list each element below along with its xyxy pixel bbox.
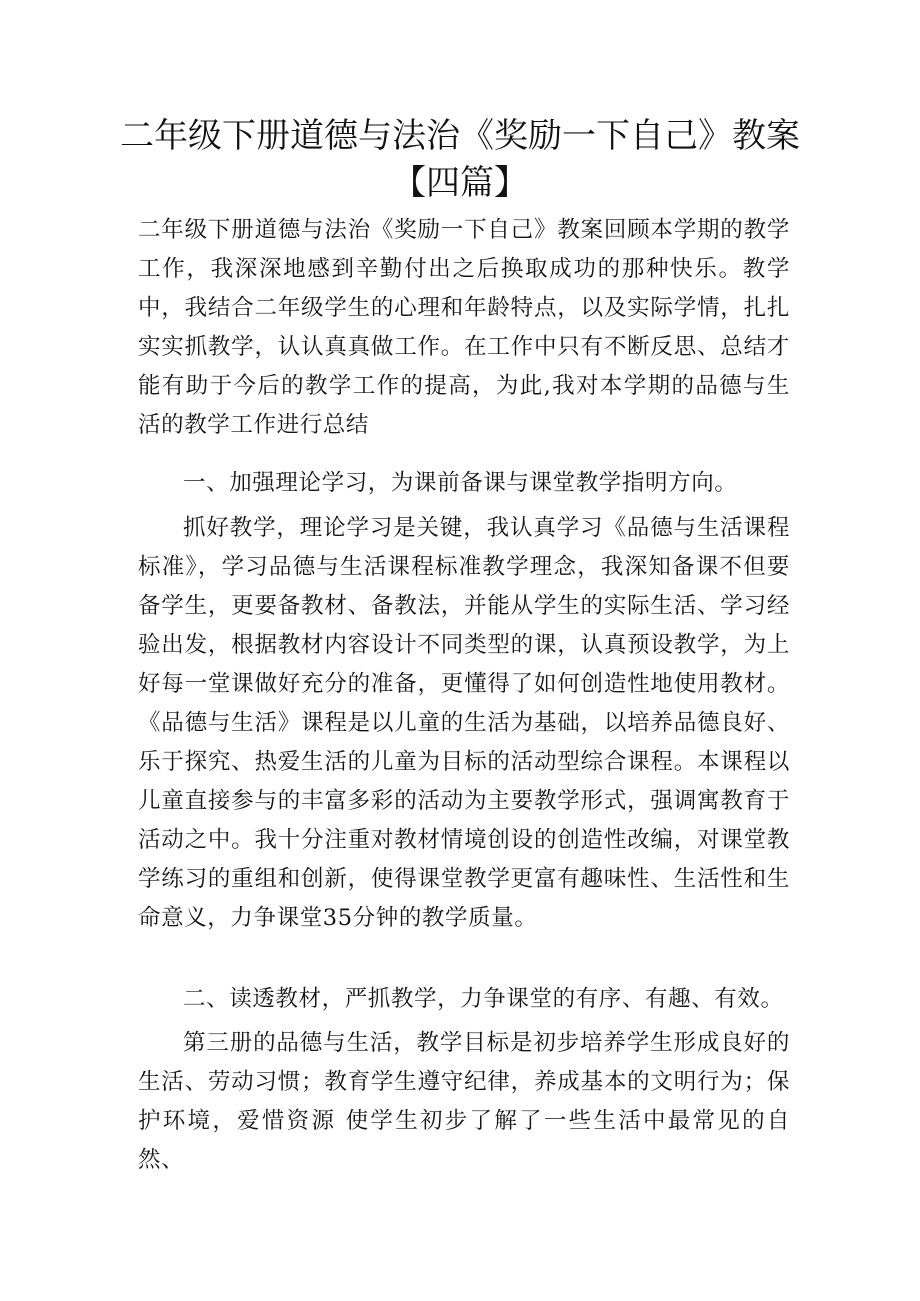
section-heading-2: 二、读透教材，严抓教学，力争课堂的有序、有趣、有效。 xyxy=(183,986,784,1012)
body-paragraph: 第三册的品德与生活，教学目标是初步培养学生形成良好的生活、劳动习惯；教育学生遵守纪律，养成基本的文明行为；保护环境，爱惜资源 使学生初步了解了一些生活中最常见的自然、 xyxy=(138,1030,790,1173)
document-title: 二年级下册道德与法治《奖励一下自己》教案 xyxy=(120,116,800,156)
section-heading-1: 一、加强理论学习，为课前备课与课堂教学指明方向。 xyxy=(183,470,738,496)
document-title-subtitle: 【四篇】 xyxy=(392,163,528,203)
body-paragraph: 抓好教学，理论学习是关键，我认真学习《品德与生活课程标准》，学习品德与生活课程标准教学理念，我深知备课不但要备学生，更要备教材、备教法，并能从学生的实际生活、学习经验出发，根据教材内容设计不同类型的课，认真预设教学，为上好每一堂课做好充分的准备，更懂得了如何创造性地使用教材。《品德与生活》课程是以儿童的生活为基础，以培养品德良好、乐于探究、热爱生活的儿童为目标的活动型综合课程。本课程以儿童直接参与的丰富多彩的活动为主要教学形式，强调寓教育于活动之中。我十分注重对教材情境创设的创造性改编，对课堂教学练习的重组和创新，使得课堂教学更富有趣味性、生活性和生命意义，力争课堂35分钟的教学质量。 xyxy=(138,515,790,931)
intro-paragraph: 二年级下册道德与法治《奖励一下自己》教案回顾本学期的教学工作，我深深地感到辛勤付出之后换取成功的那种快乐。教学中，我结合二年级学生的心理和年龄特点，以及实际学情，扎扎实实抓教学，认认真真做工作。在工作中只有不断反思、总结才能有助于今后的教学工作的提高，为此,我对本学期的品德与生活的教学工作进行总结 xyxy=(138,217,790,438)
